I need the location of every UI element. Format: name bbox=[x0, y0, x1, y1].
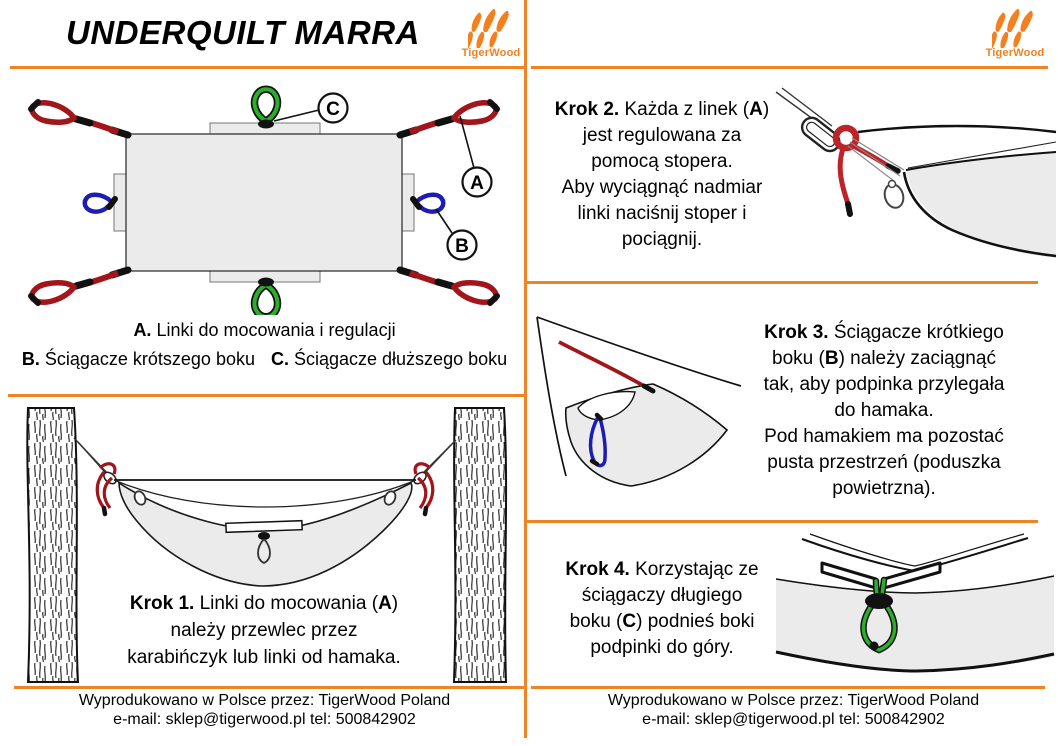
label-a: A bbox=[470, 173, 484, 194]
ridgeline bbox=[858, 126, 1056, 132]
label-c-leader bbox=[274, 110, 319, 121]
mounting-rope bbox=[400, 102, 497, 135]
mounting-rope-right bbox=[415, 464, 433, 508]
stopper-adjust-diagram bbox=[772, 86, 1058, 286]
footer-right bbox=[529, 692, 1058, 729]
mounting-rope bbox=[400, 270, 497, 303]
step-4-text: Krok 4. Korzystając ze ściągaczy długiego boku (C) podnieś boki podpinki do góry. bbox=[565, 559, 759, 658]
cord-ball bbox=[870, 642, 879, 651]
tigerwood-logo bbox=[978, 6, 1052, 59]
center-tab bbox=[226, 521, 302, 533]
step-3-text: Krok 3. Ściągacze krótkiego boku (B) należy zaciągnąć tak, aby podpinka przylegała do hamaka. Pod hamakiem ma pozostać pusta przestrzeń (poduszka powietrzna). bbox=[763, 322, 1005, 499]
footer-producer: Wyprodukowano w Polsce przez: TigerWood Poland bbox=[607, 692, 980, 709]
short-side-cinch bbox=[413, 195, 443, 212]
footer-left bbox=[0, 692, 529, 729]
tigerwood-claw-icon bbox=[992, 6, 1038, 48]
rope-tail bbox=[840, 146, 848, 204]
footer-contact: e-mail: sklep@tigerwood.pl tel: 500842902 bbox=[113, 710, 416, 728]
hammock-top-edge bbox=[537, 317, 741, 386]
tigerwood-claw-icon bbox=[468, 6, 514, 48]
cord-stopper bbox=[258, 532, 270, 540]
wire-hook-eye bbox=[889, 181, 896, 188]
footer-divider-right bbox=[531, 686, 1045, 689]
underquilt-top-view-diagram bbox=[0, 85, 529, 315]
tigerwood-logo-text: TigerWood bbox=[461, 47, 521, 59]
footer-producer: Wyprodukowano w Polsce przez: TigerWood Poland bbox=[78, 692, 451, 709]
legend-line-1: A. Linki do mocowania i regulacji bbox=[133, 320, 396, 340]
cinch-cord-red bbox=[559, 342, 644, 386]
section-divider-left bbox=[8, 394, 526, 397]
legend-line-2: B. Ściągacze krótszego boku C. Ściągacze dłuższego boku bbox=[21, 349, 508, 369]
page-title: UNDERQUILT MARRA bbox=[66, 14, 420, 51]
step-2-text: Krok 2. Każda z linek (A) jest regulowana za pomocą stopera. Aby wyciągnąć nadmiar linki naciśnij stoper i pociągnij. bbox=[554, 99, 770, 250]
rope-tip bbox=[848, 204, 850, 214]
underquilt-body bbox=[126, 134, 402, 271]
tree-right bbox=[454, 408, 506, 682]
quilt-band bbox=[776, 576, 1054, 672]
label-b-leader bbox=[436, 209, 452, 233]
tigerwood-logo-text: TigerWood bbox=[985, 47, 1045, 59]
underquilt-corner bbox=[906, 152, 1056, 258]
header-divider-right bbox=[531, 66, 1048, 69]
suspension-ropes bbox=[74, 438, 456, 480]
cord-stopper bbox=[865, 593, 893, 609]
step-1-text: Krok 1. Linki do mocowania (A) należy przewlec przez karabińczyk lub linki od hamaka. bbox=[127, 593, 401, 668]
tree-left bbox=[27, 408, 78, 682]
tigerwood-logo bbox=[454, 6, 528, 59]
mounting-rope-left bbox=[97, 464, 115, 508]
label-c: C bbox=[326, 99, 340, 120]
long-side-cinch bbox=[255, 278, 278, 316]
short-side-cinch bbox=[85, 195, 115, 212]
mounting-rope bbox=[31, 270, 128, 303]
footer-contact: e-mail: sklep@tigerwood.pl tel: 500842902 bbox=[642, 710, 945, 728]
hammock-left-edge bbox=[537, 317, 566, 476]
long-side-cinch-diagram bbox=[772, 533, 1058, 685]
header-divider-left bbox=[10, 66, 524, 69]
mounting-rope bbox=[31, 102, 128, 135]
label-b: B bbox=[455, 236, 469, 257]
